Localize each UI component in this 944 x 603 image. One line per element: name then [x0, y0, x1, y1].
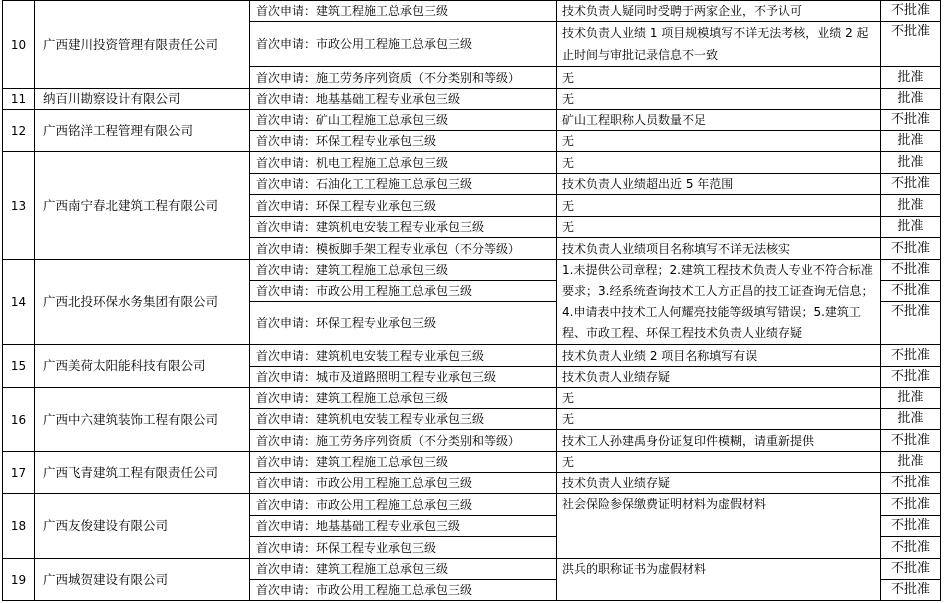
company-name: 广西美荷太阳能科技有限公司	[35, 345, 250, 388]
review-result: 不批准	[881, 238, 941, 260]
application-item: 首次申请：建筑机电安装工程专业承包三级	[250, 409, 557, 430]
review-reason: 社会保险参保缴费证明材料为虚假材料	[557, 494, 881, 559]
review-reason: 无	[557, 67, 881, 89]
review-result: 不批准	[881, 430, 941, 452]
application-item: 首次申请：建筑工程施工总承包三级	[250, 1, 557, 22]
application-item: 首次申请：石油化工工程施工总承包三级	[250, 174, 557, 195]
application-item: 首次申请：施工劳务序列资质（不分类别和等级）	[250, 67, 557, 89]
review-result: 批准	[881, 131, 941, 152]
review-result: 不批准	[881, 516, 941, 537]
row-number: 11	[3, 89, 35, 110]
review-result: 不批准	[881, 22, 941, 67]
application-item: 首次申请：市政公用工程施工总承包三级	[250, 580, 557, 601]
row-number: 12	[3, 110, 35, 152]
approval-results-table	[2, 0, 941, 601]
review-reason: 技术负责人业绩存疑	[557, 473, 881, 494]
review-result: 不批准	[881, 260, 941, 281]
company-name: 广西中六建筑装饰工程有限公司	[35, 388, 250, 452]
review-reason: 1.未提供公司章程；2.建筑工程技术负责人专业不符合标准要求；3.经系统查询技术工人方正昌的技工证查询无信息；4.申请表中技术工人何耀亮技能等级填写错误；5.建筑工程、市政工程、环保工程技术负责人业绩存疑	[557, 260, 881, 345]
review-result: 批准	[881, 89, 941, 110]
review-result: 不批准	[881, 1, 941, 22]
application-item: 首次申请：环保工程专业承包三级	[250, 195, 557, 217]
review-reason: 技术工人孙建禹身份证复印件模糊，请重新提供	[557, 430, 881, 452]
company-name: 广西飞青建筑工程有限责任公司	[35, 452, 250, 494]
application-item: 首次申请：地基基础工程专业承包三级	[250, 516, 557, 537]
review-reason: 无	[557, 195, 881, 217]
review-reason: 洪兵的职称证书为虚假材料	[557, 559, 881, 601]
review-reason: 无	[557, 452, 881, 473]
row-number: 18	[3, 494, 35, 559]
review-reason: 技术负责人业绩超出近 5 年范围	[557, 174, 881, 195]
company-name: 纳百川勘察设计有限公司	[35, 89, 250, 110]
application-item: 首次申请：市政公用工程施工总承包三级	[250, 281, 557, 302]
company-name: 广西南宁春北建筑工程有限公司	[35, 152, 250, 260]
review-reason: 技术负责人业绩项目名称填写不详无法核实	[557, 238, 881, 260]
review-reason: 无	[557, 152, 881, 174]
application-item: 首次申请：建筑工程施工总承包三级	[250, 388, 557, 409]
row-number: 17	[3, 452, 35, 494]
application-item: 首次申请：施工劳务序列资质（不分类别和等级）	[250, 430, 557, 452]
company-name: 广西铭洋工程管理有限公司	[35, 110, 250, 152]
company-name: 广西城贺建设有限公司	[35, 559, 250, 601]
review-reason: 无	[557, 409, 881, 430]
row-number: 15	[3, 345, 35, 388]
review-result: 批准	[881, 67, 941, 89]
review-result: 不批准	[881, 367, 941, 388]
review-result: 不批准	[881, 281, 941, 302]
review-reason: 无	[557, 89, 881, 110]
review-reason: 技术负责人业绩 2 项目名称填写有误	[557, 345, 881, 367]
review-result: 不批准	[881, 559, 941, 580]
application-item: 首次申请：市政公用工程施工总承包三级	[250, 473, 557, 494]
review-result: 不批准	[881, 473, 941, 494]
review-result: 批准	[881, 388, 941, 409]
application-item: 首次申请：建筑工程施工总承包三级	[250, 260, 557, 281]
application-item: 首次申请：环保工程专业承包三级	[250, 302, 557, 345]
review-result: 批准	[881, 152, 941, 174]
row-number: 10	[3, 1, 35, 89]
review-result: 不批准	[881, 174, 941, 195]
review-reason: 技术负责人疑同时受聘于两家企业，不予认可	[557, 1, 881, 22]
review-result: 不批准	[881, 580, 941, 601]
review-reason: 技术负责人业绩 1 项目规模填写不详无法考核，业绩 2 起止时间与审批记录信息不一致	[557, 22, 881, 67]
review-result: 批准	[881, 195, 941, 217]
application-item: 首次申请：城市及道路照明工程专业承包三级	[250, 367, 557, 388]
company-name: 广西建川投资管理有限责任公司	[35, 1, 250, 89]
row-number: 16	[3, 388, 35, 452]
application-item: 首次申请：建筑机电安装工程专业承包三级	[250, 217, 557, 238]
review-result: 不批准	[881, 537, 941, 559]
company-name: 广西北投环保水务集团有限公司	[35, 260, 250, 345]
review-result: 不批准	[881, 302, 941, 345]
application-item: 首次申请：环保工程专业承包三级	[250, 537, 557, 559]
application-item: 首次申请：环保工程专业承包三级	[250, 131, 557, 152]
application-item: 首次申请：建筑工程施工总承包三级	[250, 559, 557, 580]
review-result: 批准	[881, 409, 941, 430]
review-reason: 无	[557, 388, 881, 409]
application-item: 首次申请：市政公用工程施工总承包三级	[250, 22, 557, 67]
review-reason: 无	[557, 131, 881, 152]
review-result: 不批准	[881, 345, 941, 367]
company-name: 广西友俊建设有限公司	[35, 494, 250, 559]
review-reason: 无	[557, 217, 881, 238]
application-item: 首次申请：建筑机电安装工程专业承包三级	[250, 345, 557, 367]
application-item: 首次申请：建筑工程施工总承包三级	[250, 452, 557, 473]
review-reason: 矿山工程职称人员数量不足	[557, 110, 881, 131]
application-item: 首次申请：矿山工程施工总承包三级	[250, 110, 557, 131]
review-result: 批准	[881, 452, 941, 473]
application-item: 首次申请：地基基础工程专业承包三级	[250, 89, 557, 110]
row-number: 14	[3, 260, 35, 345]
application-item: 首次申请：模板脚手架工程专业承包（不分等级）	[250, 238, 557, 260]
application-item: 首次申请：机电工程施工总承包三级	[250, 152, 557, 174]
review-result: 不批准	[881, 110, 941, 131]
row-number: 13	[3, 152, 35, 260]
row-number: 19	[3, 559, 35, 601]
review-result: 不批准	[881, 494, 941, 516]
review-reason: 技术负责人业绩存疑	[557, 367, 881, 388]
review-result: 批准	[881, 217, 941, 238]
application-item: 首次申请：市政公用工程施工总承包三级	[250, 494, 557, 516]
